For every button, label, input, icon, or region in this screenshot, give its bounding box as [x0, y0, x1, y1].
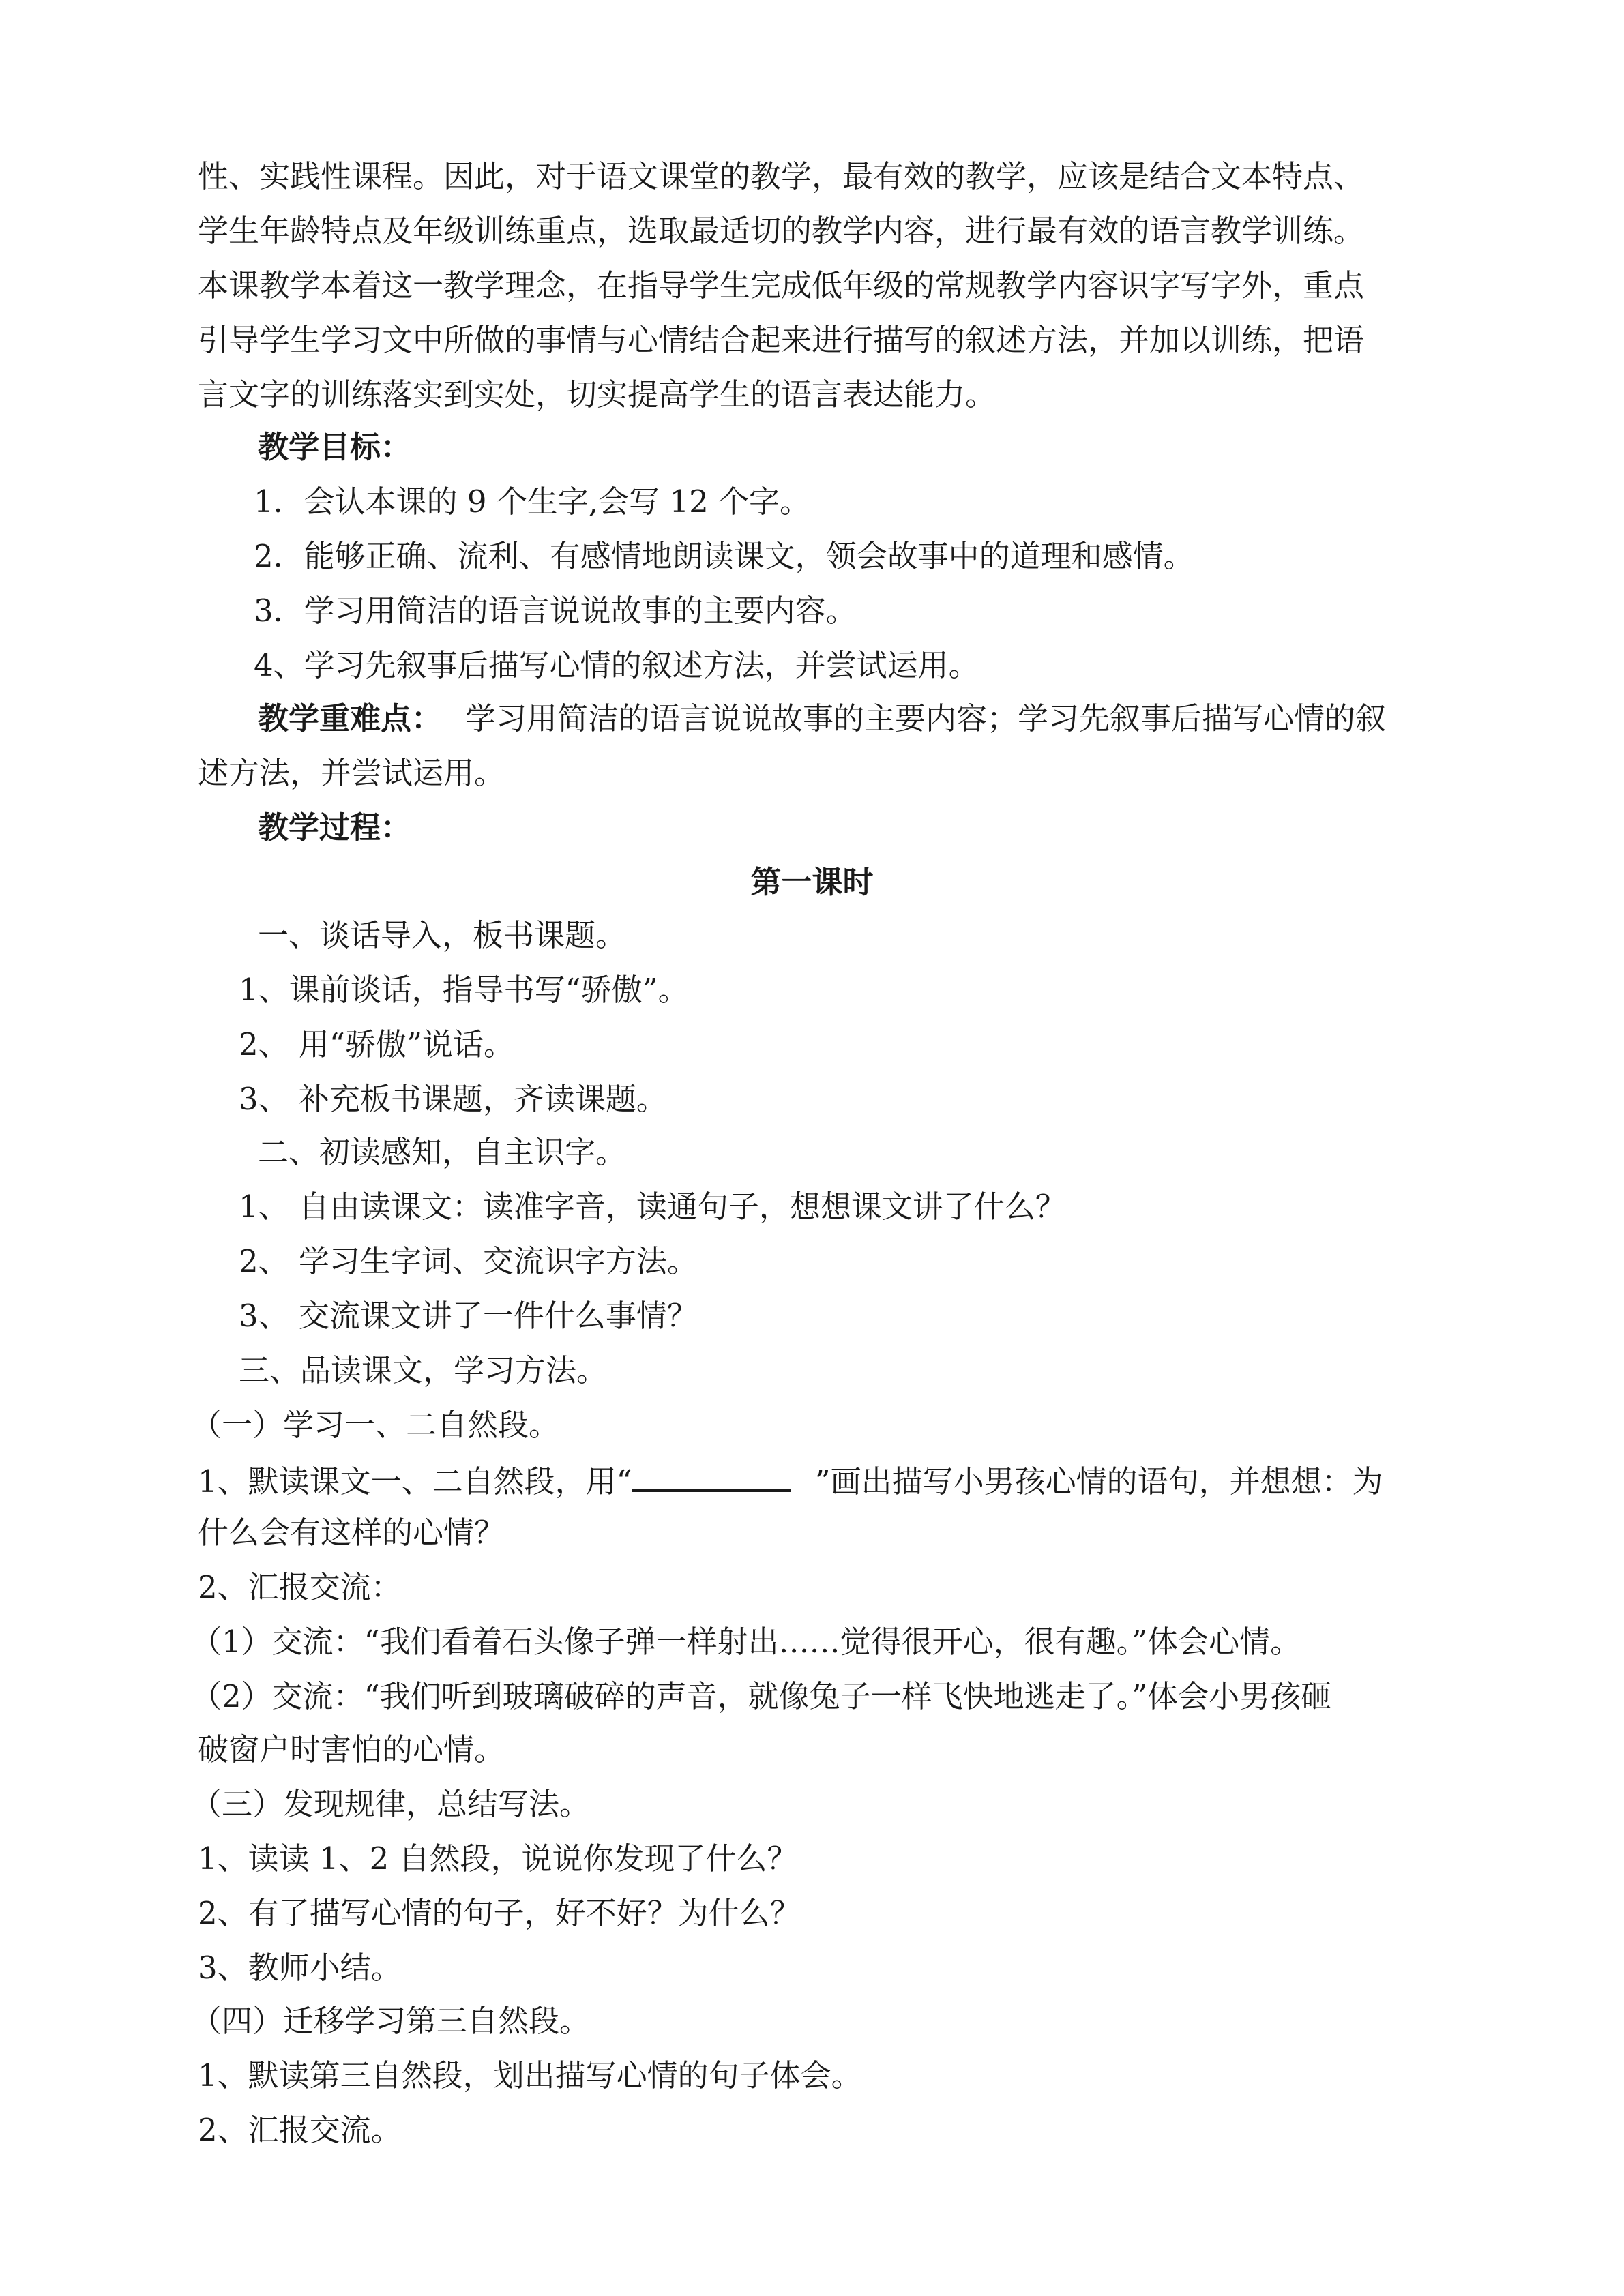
part3-sub4-item: 1、默读第三自然段，划出描写心情的句子体会。 [198, 2057, 862, 2093]
underline-blank [632, 1459, 791, 1492]
key-points-heading: 教学重难点： [258, 700, 443, 736]
part1-item: 1、课前谈话，指导书写“骄傲”。 [239, 972, 689, 1008]
part1-heading: 一、谈话导入，板书课题。 [258, 917, 627, 953]
process-heading: 教学过程： [258, 809, 412, 846]
part2-item: 2、 学习生字词、交流识字方法。 [239, 1243, 698, 1279]
key-points-line [0, 698, 1624, 739]
objective-item: 2．能够正确、流利、有感情地朗读课文，领会故事中的道理和感情。 [254, 538, 1194, 574]
intro-line: 本课教学本着这一教学理念，在指导学生完成低年级的常规教学内容识字写字外，重点 [198, 267, 1365, 303]
part1-item: 2、 用“骄傲”说话。 [239, 1026, 514, 1062]
part3-sub3-item: 3、教师小结。 [198, 1950, 402, 1986]
part2-heading: 二、初读感知，自主识字。 [258, 1134, 627, 1170]
part3-sub1-item1-cont: 什么会有这样的心情？ [198, 1515, 505, 1551]
part2-item: 3、 交流课文讲了一件什么事情？ [239, 1298, 698, 1334]
key-points-text: 学习用简洁的语言说说故事的主要内容；学习先叙事后描写心情的叙 [465, 700, 1387, 736]
part3-sub3-item: 1、读读 1、2 自然段，说说你发现了什么？ [198, 1840, 798, 1877]
intro-line: 学生年龄特点及年级训练重点，选取最适切的教学内容，进行最有效的语言教学训练。 [198, 213, 1365, 249]
part3-heading: 三、品读课文，学习方法。 [239, 1352, 608, 1388]
part3-sub3-heading: （三）发现规律，总结写法。 [191, 1786, 591, 1822]
objective-item: 3．学习用简洁的语言说说故事的主要内容。 [254, 593, 857, 629]
part3-sub1-heading: （一）学习一、二自然段。 [191, 1407, 560, 1443]
item1-before: 1、默读课文一、二自然段，用“ [198, 1463, 632, 1500]
part2-item: 1、 自由读课文：读准字音，读通句子，想想课文讲了什么？ [239, 1189, 1066, 1225]
lesson-title: 第一课时 [750, 864, 874, 900]
objectives-heading: 教学目标： [258, 429, 412, 465]
part1-item: 3、 补充板书课题，齐读课题。 [239, 1081, 667, 1117]
intro-line: 性、实践性课程。因此，对于语文课堂的教学，最有效的教学，应该是结合文本特点、 [198, 158, 1365, 194]
objective-item: 4、学习先叙事后描写心情的叙述方法，并尝试运用。 [254, 647, 979, 683]
exchange-1: （1）交流：“我们看着石头像子弹一样射出……觉得很开心，很有趣。”体会心情。 [191, 1624, 1301, 1660]
exchange-2: （2）交流：“我们听到玻璃破碎的声音，就像兔子一样飞快地逃走了。”体会小男孩砸 [191, 1678, 1332, 1714]
part3-sub1-item2: 2、汇报交流： [198, 1569, 402, 1605]
intro-line: 引导学生学习文中所做的事情与心情结合起来进行描写的叙述方法，并加以训练，把语 [198, 322, 1365, 358]
part3-sub1-item1 [0, 1459, 1624, 1502]
part3-sub4-heading: （四）迁移学习第三自然段。 [191, 2003, 591, 2039]
exchange-2-cont: 破窗户时害怕的心情。 [198, 1731, 505, 1768]
objective-item: 1．会认本课的 9 个生字,会写 12 个字。 [254, 483, 811, 520]
item1-after: ”画出描写小男孩心情的语句，并想想：为 [814, 1463, 1383, 1500]
part3-sub4-item: 2、汇报交流。 [198, 2112, 402, 2148]
key-points-cont: 述方法，并尝试运用。 [198, 755, 505, 791]
intro-line: 言文字的训练落实到实处，切实提高学生的语言表达能力。 [198, 376, 996, 413]
part3-sub3-item: 2、有了描写心情的句子，好不好？为什么？ [198, 1895, 801, 1931]
